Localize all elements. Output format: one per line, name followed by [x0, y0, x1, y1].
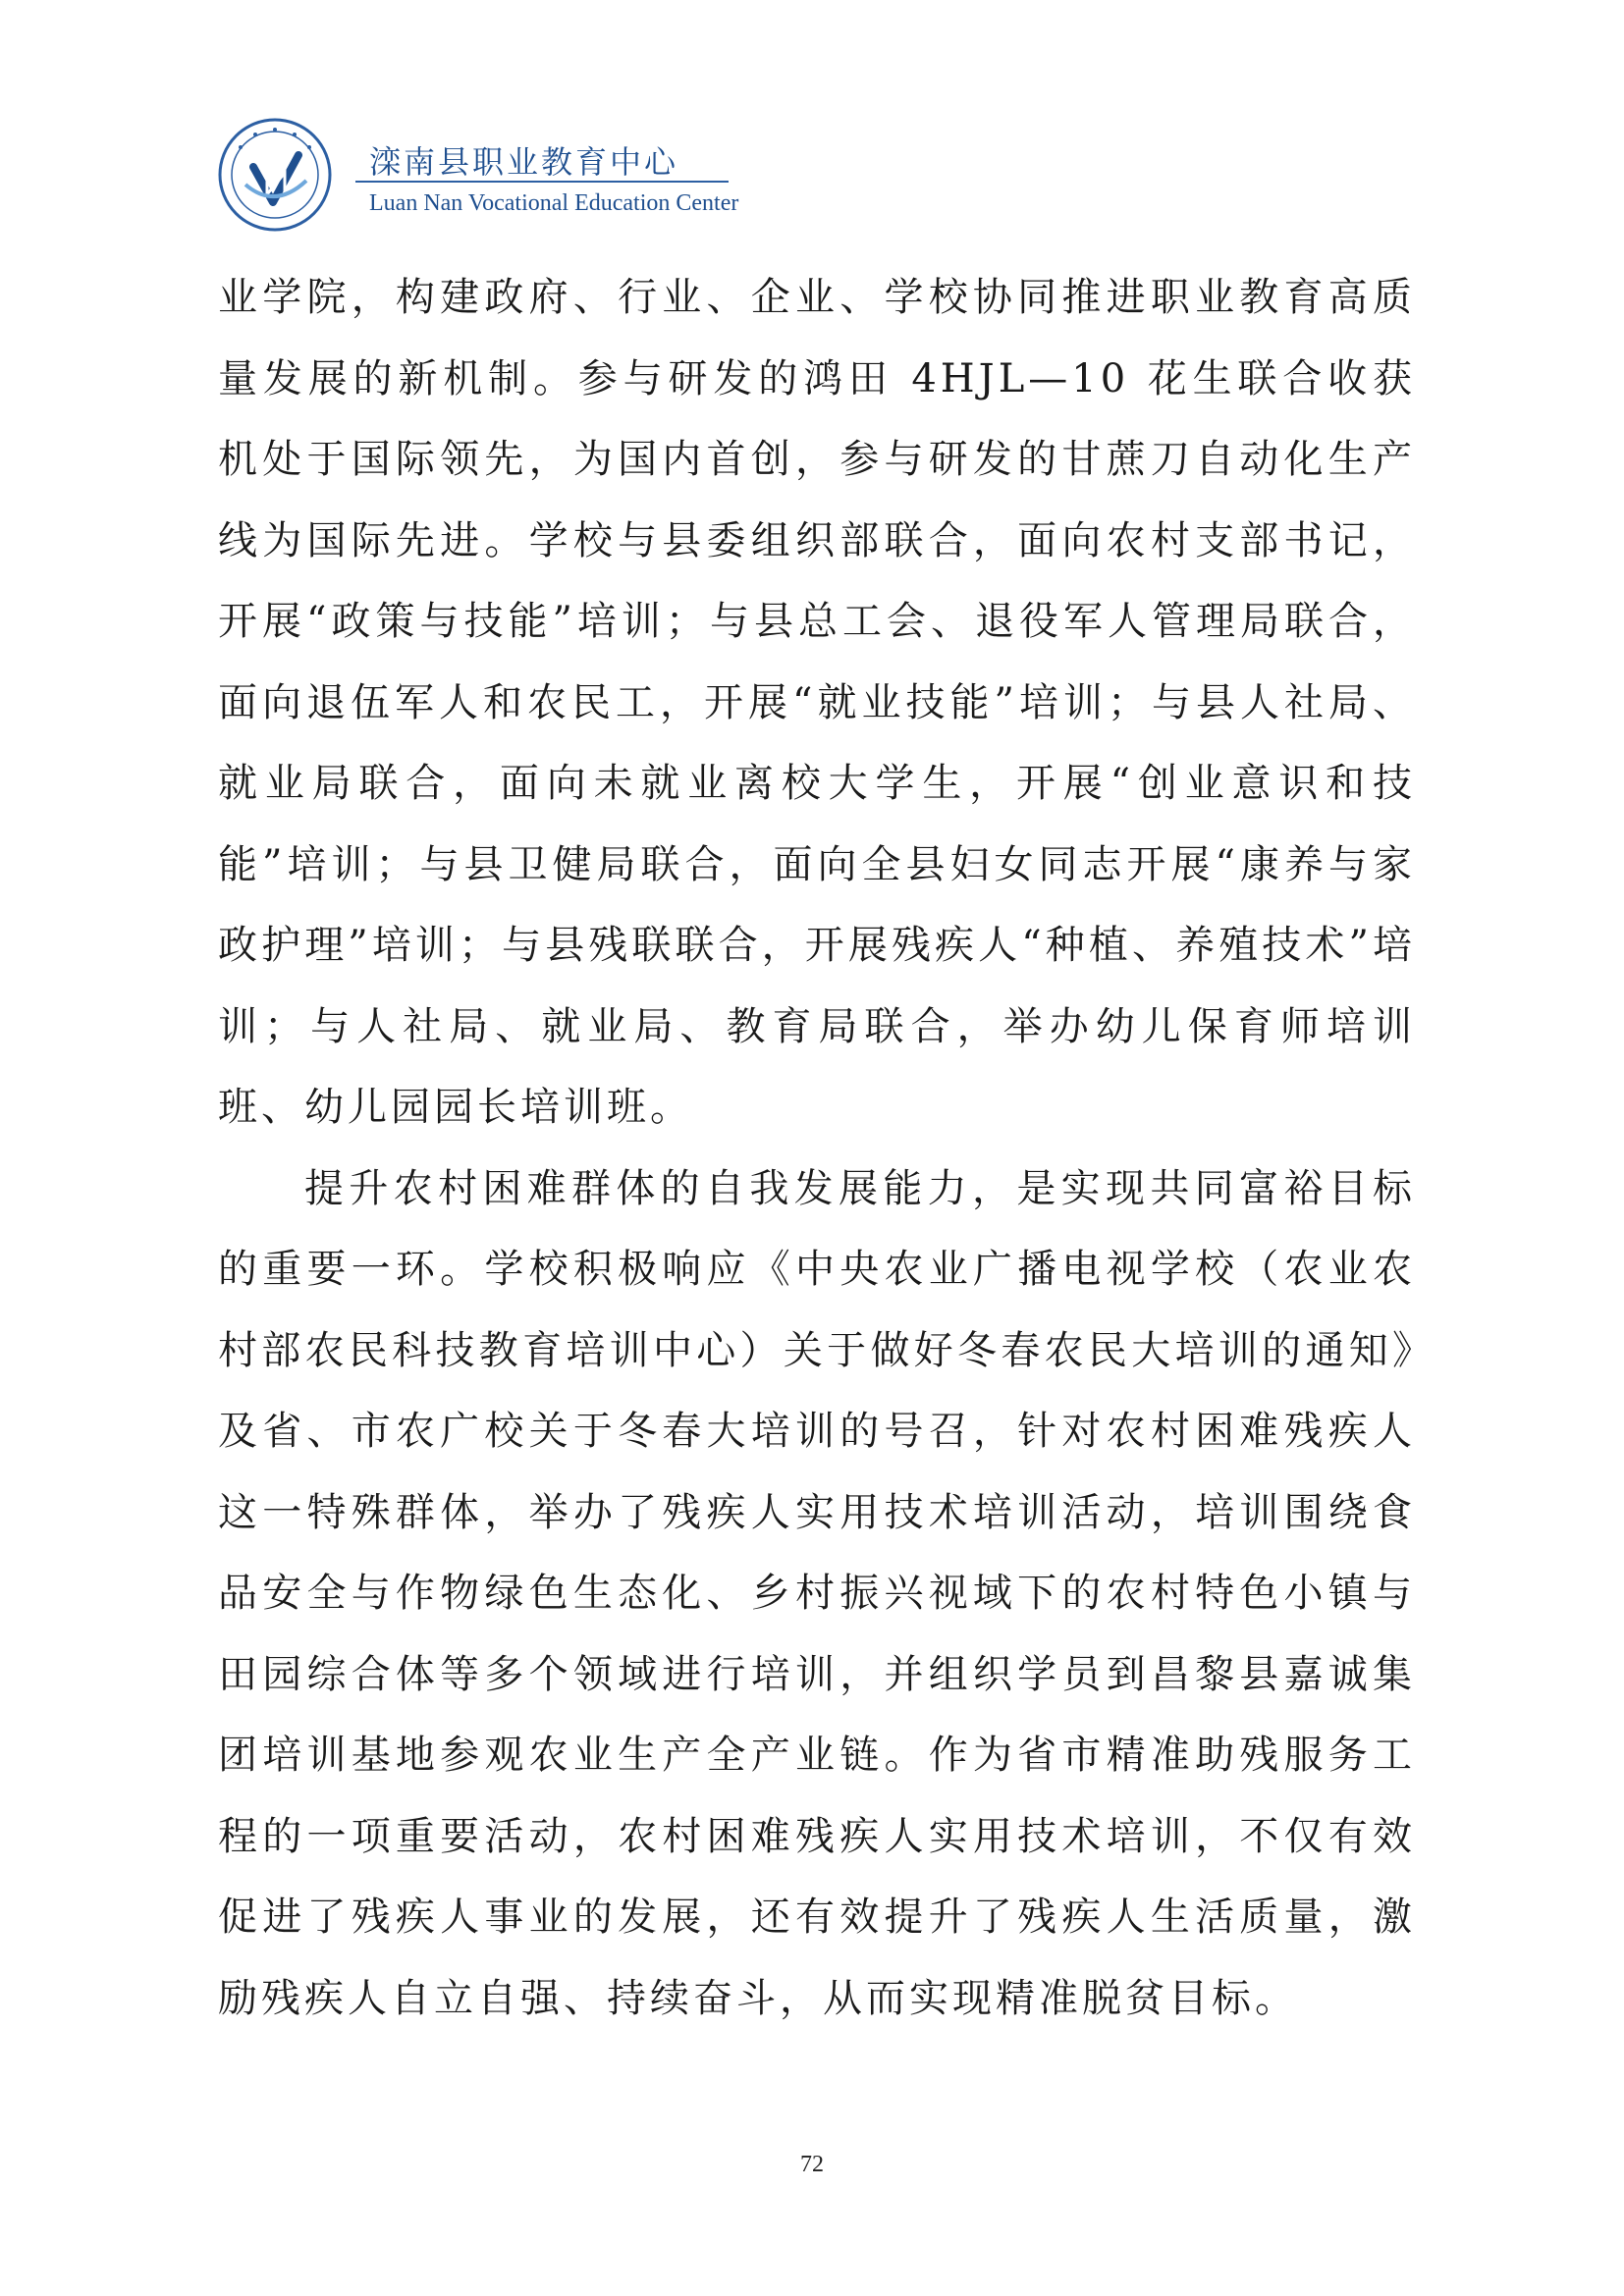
document-body: [218, 257, 1416, 2039]
page-header: [216, 116, 739, 234]
school-name-cn: 滦南县职业教育中心: [369, 143, 679, 181]
body-paragraph-1: 业学院，构建政府、行业、企业、学校协同推进职业教育高质量发展的新机制。参与研发的鸿田 4HJL—10 花生联合收获机处于国际领先，为国内首创，参与研发的甘蔗刀自动化生产线为国际先进。学校与县委组织部联合，面向农村支部书记，开展“政策与技能”培训；与县总工会、退役军人管理局联合，面向退伍军人和农民工，开展“就业技能”培训；与县人社局、就业局联合，面向未就业离校大学生，开展“创业意识和技能”培训；与县卫健局联合，面向全县妇女同志开展“康养与家政护理”培训；与县残联联合，开展残疾人“种植、养殖技术”培训；与人社局、就业局、教育局联合，举办幼儿保育师培训班、幼儿园园长培训班。: [218, 275, 1416, 1130]
school-emblem-icon: [216, 116, 334, 234]
school-name-en: Luan Nan Vocational Education Center: [369, 190, 739, 216]
body-paragraph-2: 提升农村困难群体的自我发展能力，是实现共同富裕目标的重要一环。学校积极响应《中央农业广播电视学校（农业农村部农民科技教育培训中心）关于做好冬春农民大培训的通知》及省、市农广校关于冬春大培训的号召，针对农村困难残疾人这一特殊群体，举办了残疾人实用技术培训活动，培训围绕食品安全与作物绿色生态化、乡村振兴视域下的农村特色小镇与田园综合体等多个领域进行培训，并组织学员到昌黎县嘉诚集团培训基地参观农业生产全产业链。作为省市精准助残服务工程的一项重要活动，农村困难残疾人实用技术培训，不仅有效促进了残疾人事业的发展，还有效提升了残疾人生活质量，激励残疾人自立自强、持续奋斗，从而实现精准脱贫目标。: [218, 1165, 1416, 2021]
header-divider: [355, 181, 729, 183]
page-number: 72: [800, 2152, 824, 2177]
